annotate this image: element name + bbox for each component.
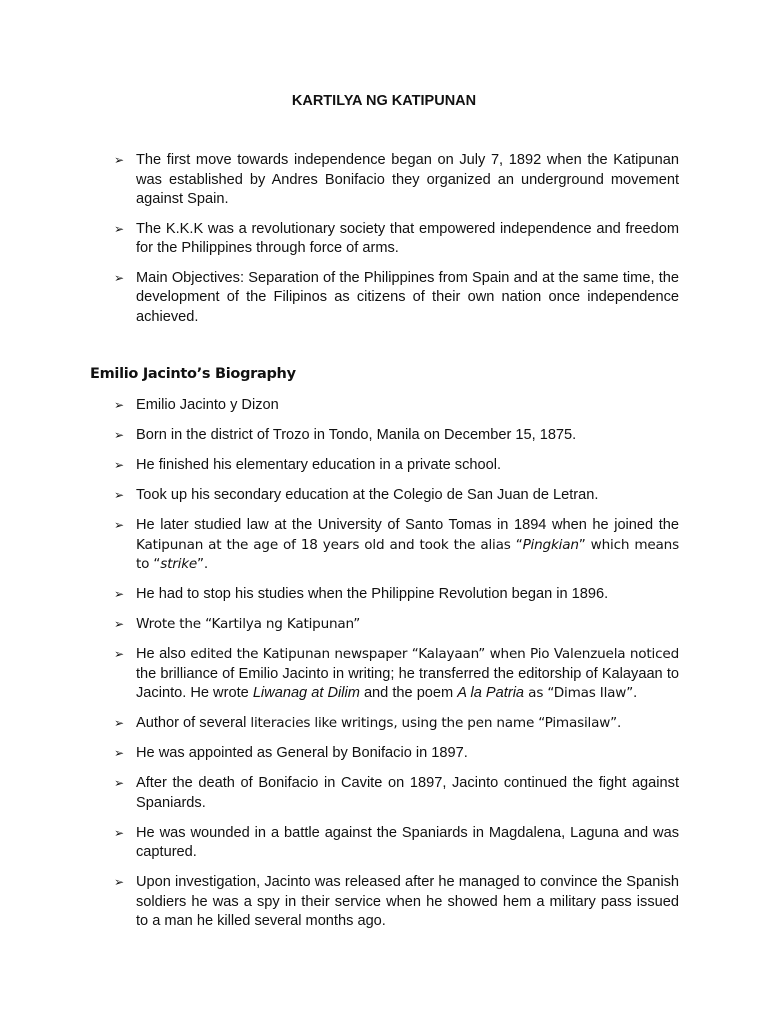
arrow-bullet-icon: ➢ bbox=[114, 488, 125, 502]
arrow-bullet-icon: ➢ bbox=[114, 825, 125, 840]
arrow-bullet-icon: ➢ bbox=[114, 270, 125, 285]
biography-heading: Emilio Jacinto’s Biography bbox=[90, 366, 296, 382]
list-item: ➢ Wrote the “Kartilya ng Katipunan” bbox=[114, 615, 679, 635]
list-item: ➢ He had to stop his studies when the Philippine Revolution began in 1896. bbox=[114, 585, 679, 605]
list-item: ➢ Upon investigation, Jacinto was released after he managed to convince the Spanish soldiers he was a spy in their service when he showed hem a military pass issued to a man he killed several months ago. bbox=[114, 874, 679, 929]
list-item: ➢ The first move towards independence began on July 7, 1892 when the Katipunan was established by Andres Bonifacio they organized an underground movement against Spain. bbox=[114, 152, 679, 207]
arrow-bullet-icon: ➢ bbox=[114, 221, 125, 236]
page-title: KARTILYA NG KATIPUNAN bbox=[291, 93, 477, 109]
arrow-bullet-icon: ➢ bbox=[114, 458, 125, 472]
list-item: ➢ The K.K.K was a revolutionary society that empowered independence and freedom for the Philippines through force of arms. bbox=[114, 220, 679, 256]
list-item: ➢ Took up his secondary education at the Colegio de San Juan de Letran. bbox=[114, 486, 679, 506]
arrow-bullet-icon: ➢ bbox=[114, 647, 125, 661]
list-item: ➢ He was appointed as General by Bonifacio in 1897. bbox=[114, 744, 679, 764]
arrow-bullet-icon: ➢ bbox=[114, 875, 125, 889]
list-item: ➢ Born in the district of Trozo in Tondo, Manila on December 15, 1875. bbox=[114, 426, 679, 446]
arrow-bullet-icon: ➢ bbox=[114, 153, 125, 167]
arrow-bullet-icon: ➢ bbox=[114, 617, 125, 631]
list-item: ➢ Author of several literacies like writings, using the pen name “Pimasilaw”. bbox=[114, 714, 679, 734]
list-item: ➢ He later studied law at the University of Santo Tomas in 1894 when he joined the Katipunan at the age of 18 years old and took the alias “Pingkian” which means to “strike”. bbox=[114, 517, 679, 572]
arrow-bullet-icon: ➢ bbox=[114, 518, 125, 532]
arrow-bullet-icon: ➢ bbox=[114, 776, 125, 790]
list-item: ➢ He was wounded in a battle against the Spaniards in Magdalena, Laguna and was captured. bbox=[114, 824, 679, 860]
arrow-bullet-icon: ➢ bbox=[114, 716, 125, 730]
arrow-bullet-icon: ➢ bbox=[114, 587, 125, 601]
list-item: ➢ Main Objectives: Separation of the Philippines from Spain and at the same time, the development of the Filipinos as citizens of their own nation once independence achieved. bbox=[114, 269, 679, 325]
intro-bullet-list bbox=[114, 151, 679, 337]
arrow-bullet-icon: ➢ bbox=[114, 746, 125, 760]
arrow-bullet-icon: ➢ bbox=[114, 428, 125, 442]
list-item: ➢ After the death of Bonifacio in Cavite on 1897, Jacinto continued the fight against Spaniards. bbox=[114, 775, 679, 811]
arrow-bullet-icon: ➢ bbox=[114, 398, 125, 412]
list-item: ➢ He finished his elementary education in a private school. bbox=[114, 456, 679, 476]
list-item: ➢ Emilio Jacinto y Dizon bbox=[114, 396, 679, 416]
biography-bullet-list bbox=[114, 396, 679, 942]
list-item: ➢ He also edited the Katipunan newspaper “Kalayaan” when Pio Valenzuela noticed the brilliance of Emilio Jacinto in writing; he transferred the editorship of Kalayaan to Jacinto. He wrote Liwanag at Dilim and the poem A la Patria as “Dimas Ilaw”. bbox=[114, 646, 679, 701]
